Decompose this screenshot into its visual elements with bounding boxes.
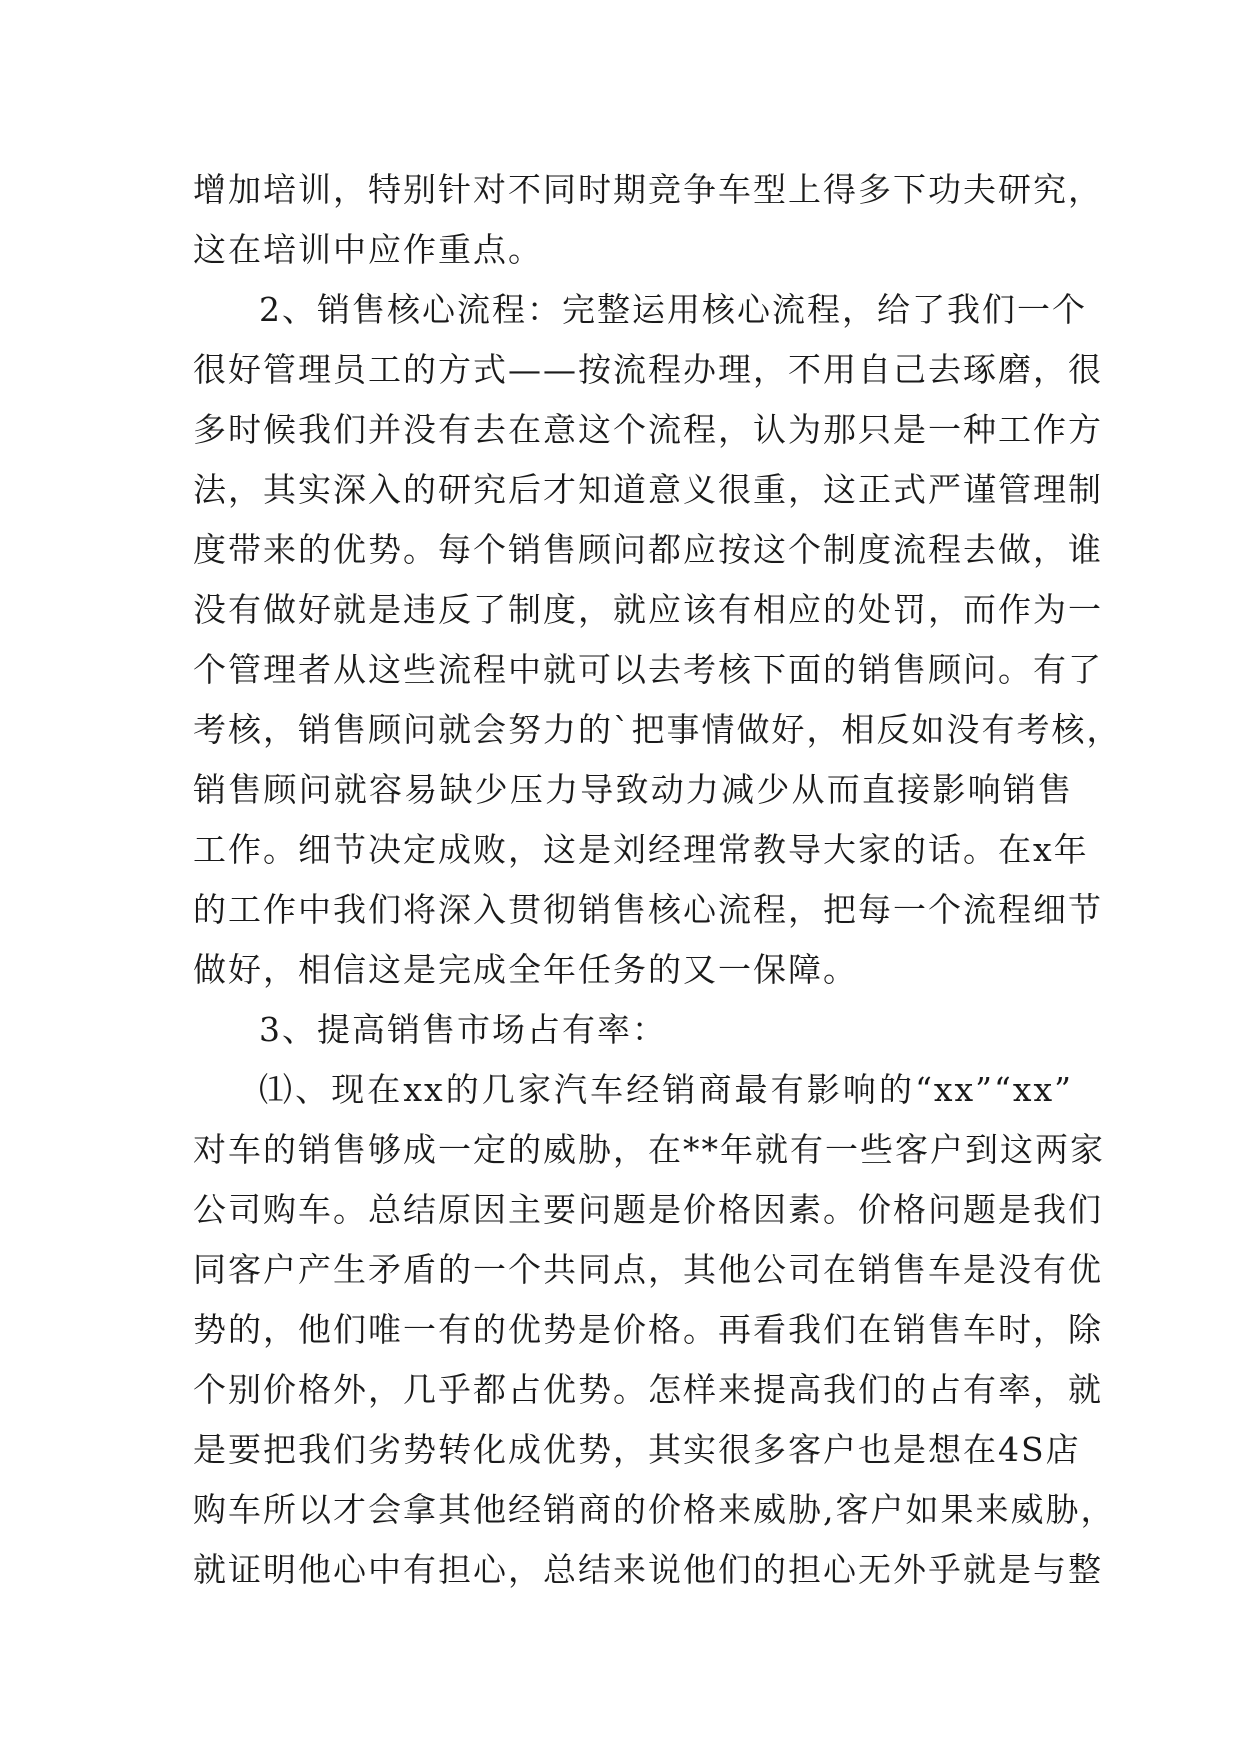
body-text [193,160,1122,1600]
text-line: 销售顾问就容易缺少压力导致动力减少从而直接影响销售 [193,770,1073,809]
text-line: 3、提高销售市场占有率： [259,1010,667,1049]
text-line: 势的，他们唯一有的优势是价格。再看我们在销售车时，除 [193,1310,1103,1349]
text-line: 这在培训中应作重点。 [193,230,543,269]
text-line: 同客户产生矛盾的一个共同点，其他公司在销售车是没有优 [193,1250,1103,1289]
text-line: 2、销售核心流程：完整运用核心流程，给了我们一个 [259,290,1087,329]
text-line: 的工作中我们将深入贯彻销售核心流程，把每一个流程细节 [193,890,1103,929]
text-line: 考核，销售顾问就会努力的`把事情做好，相反如没有考核， [193,710,1122,749]
text-line: 就证明他心中有担心，总结来说他们的担心无外乎就是与整 [193,1550,1103,1589]
text-line: ⑴、现在xx的几家汽车经销商最有影响的“xx”“xx” [259,1070,1073,1109]
text-line: 多时候我们并没有去在意这个流程，认为那只是一种工作方 [193,410,1103,449]
text-line: 度带来的优势。每个销售顾问都应按这个制度流程去做，谁 [193,530,1103,569]
text-line: 公司购车。总结原因主要问题是价格因素。价格问题是我们 [193,1190,1103,1229]
text-line: 没有做好就是违反了制度，就应该有相应的处罚，而作为一 [193,590,1103,629]
text-line: 个管理者从这些流程中就可以去考核下面的销售顾问。有了 [193,650,1103,689]
text-line: 对车的销售够成一定的威胁，在**年就有一些客户到这两家 [193,1130,1105,1169]
text-line: 做好，相信这是完成全年任务的又一保障。 [193,950,858,989]
text-line: 是要把我们劣势转化成优势，其实很多客户也是想在4S店 [193,1430,1081,1469]
text-line: 购车所以才会拿其他经销商的价格来威胁,客户如果来威胁， [193,1490,1116,1529]
text-line: 工作。细节决定成败，这是刘经理常教导大家的话。在x年 [193,830,1089,869]
text-line: 增加培训，特别针对不同时期竞争车型上得多下功夫研究， [193,170,1103,209]
text-line: 很好管理员工的方式——按流程办理，不用自己去琢磨，很 [193,350,1103,389]
text-line: 法，其实深入的研究后才知道意义很重，这正式严谨管理制 [193,470,1103,509]
text-line: 个别价格外，几乎都占优势。怎样来提高我们的占有率，就 [193,1370,1103,1409]
